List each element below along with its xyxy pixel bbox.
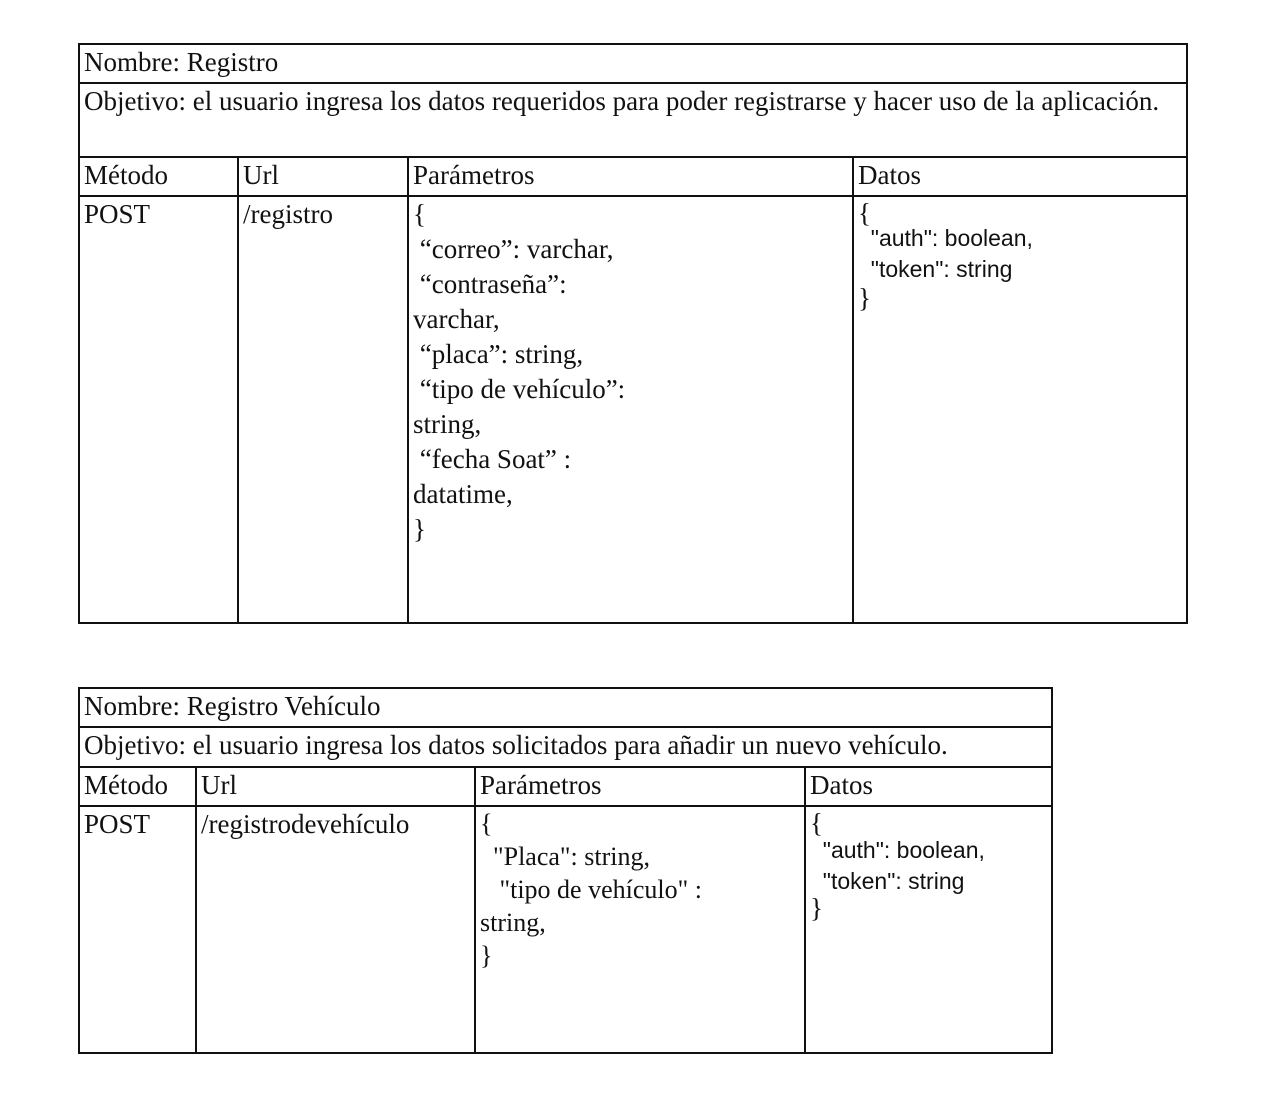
data-code: "auth": boolean, "token": string (822, 837, 985, 894)
url-cell: /registro (238, 196, 408, 623)
endpoint-table-registro (78, 43, 1188, 624)
header-data: Datos (805, 767, 1052, 806)
table-name-row (79, 44, 1187, 83)
data-code: "auth": boolean, "token": string (870, 225, 1033, 282)
endpoint-objective: Objetivo: el usuario ingresa los datos solicitados para añadir un nuevo vehículo. (79, 727, 1052, 767)
params-cell (475, 806, 805, 1053)
header-url: Url (238, 157, 408, 196)
data-open-brace: { (810, 808, 823, 838)
data-cell (805, 806, 1052, 1053)
data-close-brace: } (810, 893, 823, 923)
endpoint-table-registro-vehiculo (78, 687, 1053, 1054)
header-url: Url (196, 767, 475, 806)
header-params: Parámetros (475, 767, 805, 806)
header-method: Método (79, 767, 196, 806)
data-cell (853, 196, 1187, 623)
table-header-row (79, 157, 1187, 196)
header-params: Parámetros (408, 157, 853, 196)
table-row (79, 196, 1187, 623)
endpoint-name: Nombre: Registro (79, 44, 1187, 83)
params-code: { “correo”: varchar, “contraseña”: varchar, “placa”: string, “tipo de vehículo”: string, “fecha Soat” : datatime, } (413, 199, 626, 544)
params-cell (408, 196, 853, 623)
data-close-brace: } (858, 283, 871, 313)
table-row (79, 806, 1052, 1053)
table-objective-row (79, 83, 1187, 157)
table-name-row (79, 688, 1052, 727)
data-open-brace: { (858, 198, 871, 228)
params-code: { "Placa": string, "tipo de vehículo" : string, } (480, 809, 702, 970)
endpoint-objective: Objetivo: el usuario ingresa los datos requeridos para poder registrarse y hacer uso de la aplicación. (79, 83, 1187, 157)
method-cell: POST (79, 806, 196, 1053)
method-cell: POST (79, 196, 238, 623)
table-header-row (79, 767, 1052, 806)
endpoint-name: Nombre: Registro Vehículo (79, 688, 1052, 727)
url-cell: /registrodevehículo (196, 806, 475, 1053)
header-data: Datos (853, 157, 1187, 196)
table-objective-row (79, 727, 1052, 767)
header-method: Método (79, 157, 238, 196)
